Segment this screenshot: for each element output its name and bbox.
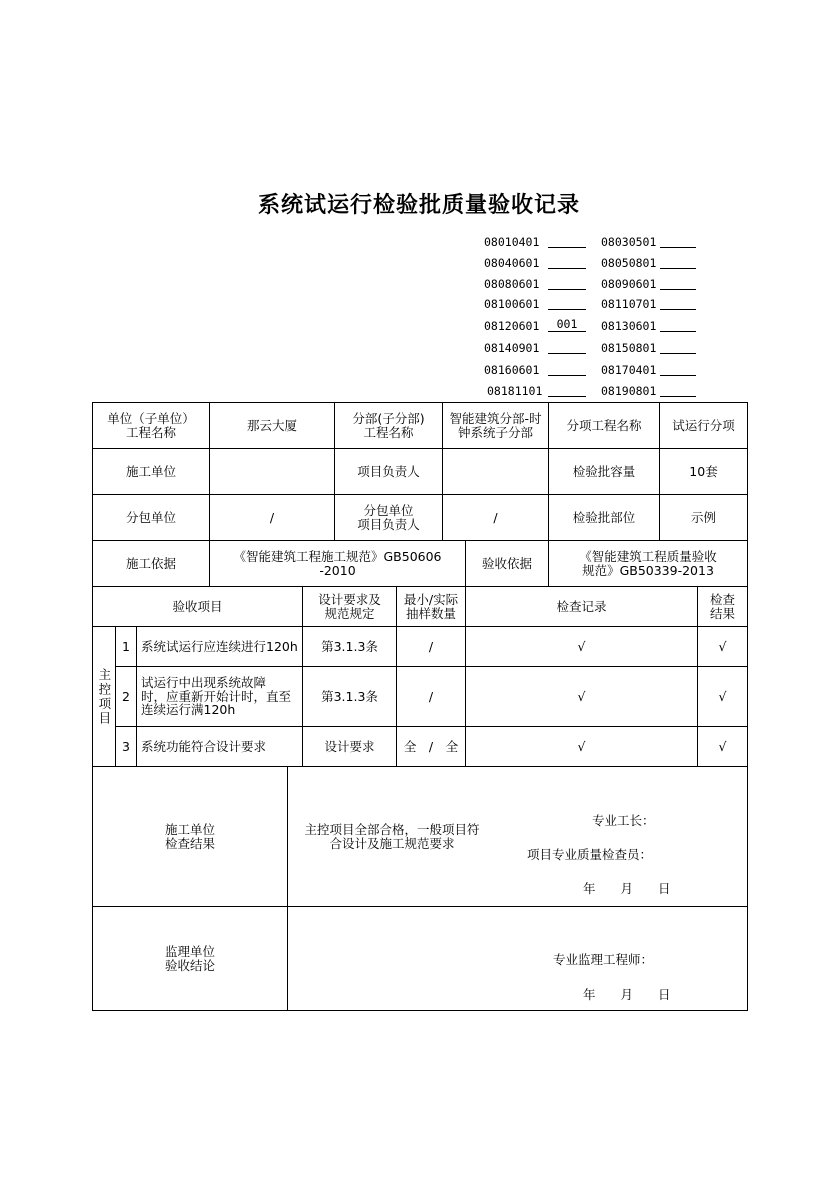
sub-project-manager-value: / (493, 509, 498, 525)
batch-capacity-value: 10套 (689, 463, 718, 479)
column-header-result: 检查 结果 (709, 591, 735, 621)
code-label: 08040601 (484, 256, 540, 270)
code-value (660, 361, 696, 376)
code-value (548, 254, 586, 269)
item-check-record: √ (577, 638, 586, 654)
project-manager-label: 项目负责人 (357, 463, 420, 479)
code-label: 08140901 (484, 341, 540, 355)
code-value (660, 275, 696, 290)
code-label: 08030501 (601, 235, 657, 249)
project-manager-value (443, 449, 548, 494)
constructor-value (210, 449, 334, 494)
subitem-name-value: 试运行分项 (672, 417, 735, 433)
page-title: 系统试运行检验批质量验收记录 (257, 193, 580, 218)
batch-location-value: 示例 (690, 509, 716, 525)
acceptance-basis-value: 《智能建筑工程质量验收 规范》GB50339-2013 (579, 548, 717, 578)
item-sample-count: / (428, 638, 434, 654)
supervisor-date: 年 月 日 (583, 987, 671, 1002)
code-value (548, 339, 586, 354)
item-design-requirement: 设计要求 (324, 738, 375, 754)
code-value (660, 254, 696, 269)
batch-location-label: 检验批部位 (572, 509, 636, 525)
column-header-record: 检查记录 (556, 598, 607, 614)
code-value (660, 382, 696, 397)
code-value (548, 233, 586, 248)
project-name-label: 单位（子单位） 工程名称 (107, 410, 195, 440)
code-value (660, 295, 696, 310)
division-name-value: 智能建筑分部-时 钟系统子分部 (449, 410, 542, 440)
item-description: 系统功能符合设计要求 (141, 738, 267, 754)
code-label: 08100601 (484, 297, 540, 311)
item-number: 3 (122, 738, 130, 754)
item-check-result: √ (718, 688, 727, 704)
item-sample-count: 全 / 全 (403, 738, 459, 754)
code-label: 08010401 (484, 235, 540, 249)
main-control-label (93, 627, 115, 766)
column-header-item: 验收项目 (172, 598, 223, 614)
code-value (660, 233, 696, 248)
construction-basis-value: 《智能建筑工程施工规范》GB50606 -2010 (233, 548, 442, 578)
construction-basis-label: 施工依据 (125, 555, 176, 571)
code-label: 08090601 (601, 277, 657, 291)
code-value (660, 339, 696, 354)
code-value (548, 382, 586, 397)
item-design-requirement: 第3.1.3条 (321, 688, 378, 704)
code-label: 08150801 (601, 341, 657, 355)
constructor-check-label: 施工单位 检查结果 (164, 821, 215, 851)
quality-inspector-signature-label: 项目专业质量检查员： (527, 847, 653, 862)
column-header-design: 设计要求及 规范规定 (318, 591, 381, 621)
item-check-result: √ (718, 638, 727, 654)
code-label: 08120601 (484, 319, 540, 333)
code-value: 001 (548, 317, 586, 332)
subitem-name-label: 分项工程名称 (566, 417, 642, 433)
column-header-sample: 最小/实际 抽样数量 (403, 591, 459, 621)
code-label: 08160601 (484, 363, 540, 377)
code-label: 08110701 (601, 297, 657, 311)
sub-project-manager-label: 分包单位 项目负责人 (357, 502, 420, 532)
item-description: 系统试运行应连续进行120h (141, 638, 298, 654)
item-check-record: √ (577, 688, 586, 704)
main-control-text: 主控项目 (96, 667, 112, 726)
item-number: 1 (122, 638, 130, 654)
code-value (660, 317, 696, 332)
supervisor-conclusion-label: 监理单位 验收结论 (164, 943, 215, 973)
subcontractor-value: / (269, 509, 275, 525)
code-label: 08050801 (601, 256, 657, 270)
code-label: 08130601 (601, 319, 657, 333)
item-check-result: √ (718, 738, 727, 754)
subcontractor-label: 分包单位 (125, 509, 176, 525)
constructor-date: 年 月 日 (583, 881, 671, 896)
batch-capacity-label: 检验批容量 (572, 463, 636, 479)
item-description: 试运行中出现系统故障 时，应重新开始计时，直至 连续运行满120h (141, 674, 292, 718)
constructor-check-conclusion: 主控项目全部合格，一般项目符 合设计及施工规范要求 (304, 822, 480, 851)
foreman-signature-label: 专业工长： (592, 813, 655, 828)
code-value (548, 361, 586, 376)
code-label: 08190801 (601, 384, 657, 398)
acceptance-basis-label: 验收依据 (481, 555, 532, 571)
division-name-label: 分部(子分部) 工程名称 (352, 410, 425, 440)
constructor-label: 施工单位 (125, 463, 176, 479)
code-value (548, 275, 586, 290)
code-label: 08080601 (484, 277, 540, 291)
code-label: 08170401 (601, 363, 657, 377)
code-label: 08181101 (487, 384, 543, 398)
project-name-value: 那云大厦 (246, 417, 297, 433)
item-sample-count: / (428, 688, 434, 704)
item-design-requirement: 第3.1.3条 (321, 638, 378, 654)
code-value (548, 295, 586, 310)
item-check-record: √ (577, 738, 586, 754)
item-number: 2 (122, 688, 130, 704)
supervising-engineer-signature-label: 专业监理工程师： (553, 952, 654, 967)
